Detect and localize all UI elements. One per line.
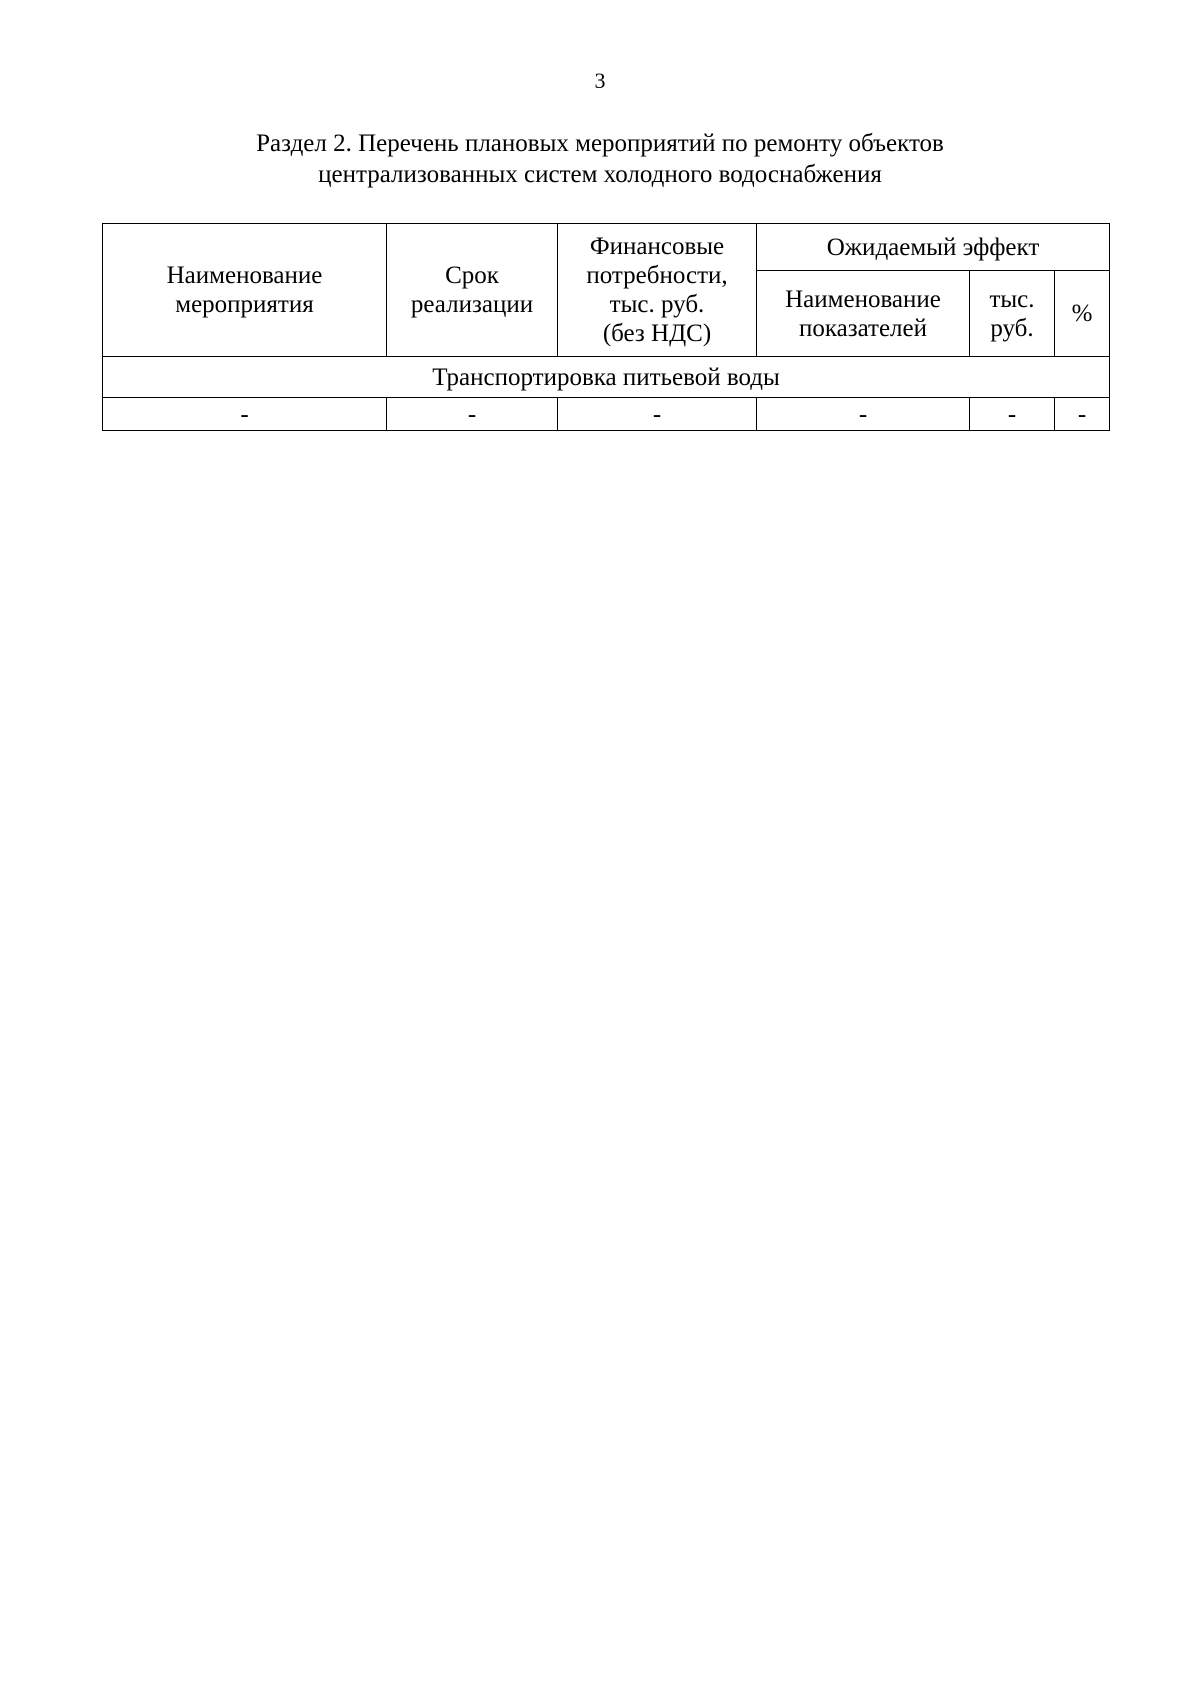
section-title-line-1: Раздел 2. Перечень плановых мероприятий по ремонту объектов (256, 130, 944, 157)
header-indicators: Наименование показателей (757, 271, 970, 357)
header-finance: Финансовые потребности, тыс. руб. (без НДС) (558, 224, 757, 357)
table-cell: - (387, 398, 558, 431)
header-effect: Ожидаемый эффект (757, 224, 1110, 271)
group-title: Транспортировка питьевой воды (103, 357, 1110, 398)
table-row (103, 398, 1110, 431)
section-title-line-2: централизованных систем холодного водоснабжения (318, 161, 882, 188)
header-percent: % (1055, 271, 1110, 357)
table-cell: - (103, 398, 387, 431)
table-cell: - (757, 398, 970, 431)
table-group-row (103, 357, 1110, 398)
header-term: Срок реализации (387, 224, 558, 357)
repair-plan-table (102, 223, 1110, 431)
section-title (0, 128, 1200, 190)
header-name: Наименование мероприятия (103, 224, 387, 357)
page-number: 3 (594, 68, 606, 93)
table-cell: - (1055, 398, 1110, 431)
header-thousand-rub: тыс. руб. (970, 271, 1055, 357)
table-cell: - (558, 398, 757, 431)
table-cell: - (970, 398, 1055, 431)
table-header-row (103, 224, 1110, 271)
